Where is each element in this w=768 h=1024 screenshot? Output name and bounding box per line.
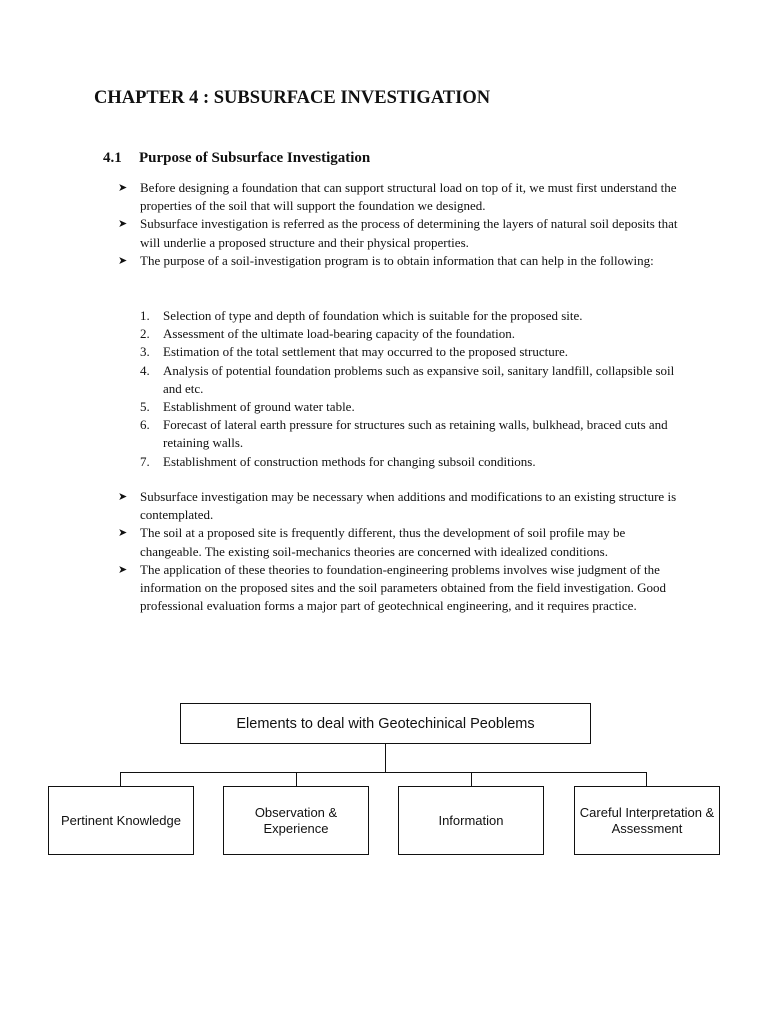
item-text: Analysis of potential foundation problems such as expansive soil, sanitary landfill, collapsible soil and etc. (163, 362, 675, 396)
item-text: Forecast of lateral earth pressure for structures such as retaining walls, bulkhead, braced cuts and retaining walls. (163, 417, 668, 451)
item-number: 1. (140, 308, 150, 323)
diagram-child-box: Careful Interpretation & Assessment (574, 786, 720, 855)
item-text: Establishment of ground water table. (163, 399, 355, 415)
diagram-root-box: Elements to deal with Geotechinical Peoblems (180, 703, 591, 744)
item-number: 2. (140, 326, 150, 342)
diagram-child-box: Observation & Experience (223, 786, 369, 855)
item-text: Estimation of the total settlement that may occurred to the proposed structure. (163, 344, 569, 360)
item-number: 5. (140, 399, 150, 415)
arrow-bullet-icon: ➤ (118, 253, 128, 267)
item-number: 6. (140, 417, 150, 433)
section-title: Purpose of Subsurface Investigation (139, 150, 371, 166)
item-text: Establishment of construction methods for changing subsoil conditions. (163, 453, 536, 469)
arrow-bullet-icon: ➤ (118, 490, 128, 503)
diagram-child-box: Pertinent Knowledge (48, 786, 194, 855)
arrow-bullet-icon: ➤ (118, 181, 128, 194)
item-number: 7. (140, 453, 150, 469)
section-number: 4.1 (103, 150, 122, 166)
diagram-child-box: Information (398, 786, 544, 855)
item-number: 4. (140, 362, 150, 378)
item-text: Selection of type and depth of foundation which is suitable for the proposed site. (163, 308, 583, 323)
connector-line (296, 772, 297, 786)
arrow-bullet-icon: ➤ (118, 217, 128, 231)
bullet-text: Subsurface investigation is referred as the process of determining the layers of natural soil deposits that will underlie a proposed structure and their physical properties. (140, 216, 678, 250)
arrow-bullet-icon: ➤ (118, 562, 128, 576)
item-text: Assessment of the ultimate load-bearing capacity of the foundation. (163, 326, 515, 342)
connector-line (385, 744, 386, 773)
connector-line (120, 772, 121, 786)
bullet-text: The application of these theories to foundation-engineering problems involves wise judgment of the information on the proposed sites and the soil parameters obtained from the field investigation. Good professional evaluation forms a major part of geotechnical engineering, and it requires practice. (140, 561, 667, 614)
chapter-title: CHAPTER 4 : SUBSURFACE INVESTIGATION (94, 88, 491, 108)
bullet-text: The purpose of a soil-investigation program is to obtain information that can help in the following: (140, 252, 654, 268)
bullet-text: The soil at a proposed site is frequently different, thus the development of soil profile may be changeable. The existing soil-mechanics theories are concerned with idealized conditions. (140, 525, 626, 559)
bullet-text: Subsurface investigation may be necessary when additions and modifications to an existing structure is contemplated. (140, 489, 677, 523)
item-number: 3. (140, 344, 150, 360)
connector-line (646, 772, 647, 786)
bullet-text: Before designing a foundation that can support structural load on top of it, we must first understand the properties of the soil that will support the foundation we designed. (140, 180, 677, 214)
connector-line (471, 772, 472, 786)
connector-line (120, 772, 647, 773)
arrow-bullet-icon: ➤ (118, 526, 128, 540)
